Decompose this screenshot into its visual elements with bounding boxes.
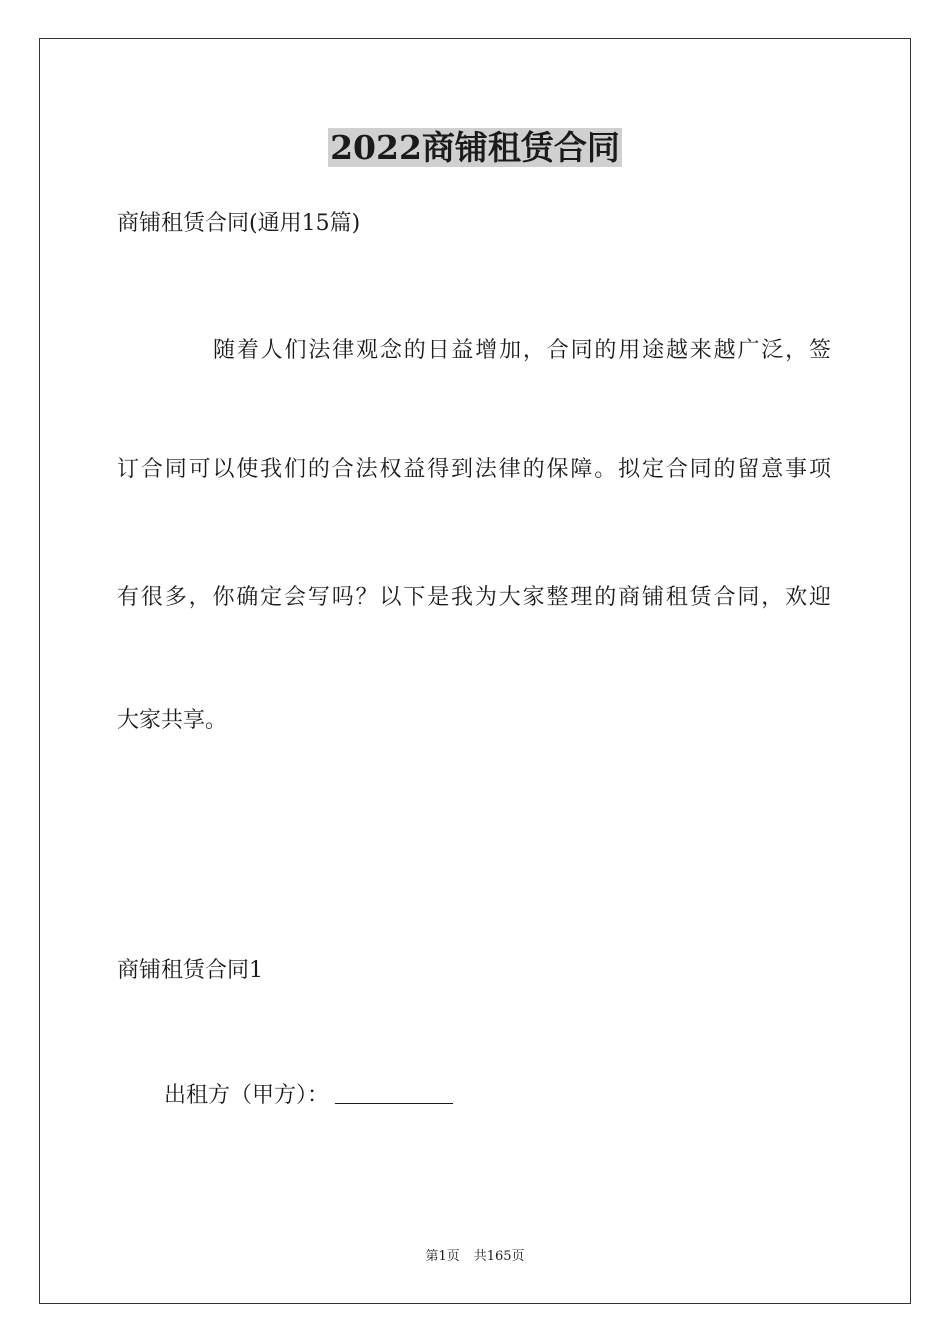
document-title [0, 128, 950, 168]
lessor-field [164, 1081, 453, 1111]
section-heading: 商铺租赁合同1 [117, 958, 263, 983]
intro-line-2: 订合同可以使我们的合法权益得到法律的保障。拟定合同的留意事项 [117, 457, 831, 482]
page-footer [0, 1248, 950, 1266]
document-title-text: 2022商铺租赁合同 [330, 128, 620, 167]
lessor-blank-line [335, 1081, 453, 1104]
intro-line-4: 大家共享。 [117, 708, 228, 733]
page-total: 共165页 [473, 1249, 525, 1264]
intro-line-3: 有很多，你确定会写吗？以下是我为大家整理的商铺租赁合同，欢迎 [117, 585, 831, 610]
page-number: 第1页 [425, 1249, 460, 1264]
lessor-label: 出租方（甲方）： [164, 1083, 330, 1108]
document-subtitle: 商铺租赁合同(通用15篇) [117, 211, 361, 236]
intro-line-1: 随着人们法律观念的日益增加，合同的用途越来越广泛，签 [213, 338, 831, 363]
